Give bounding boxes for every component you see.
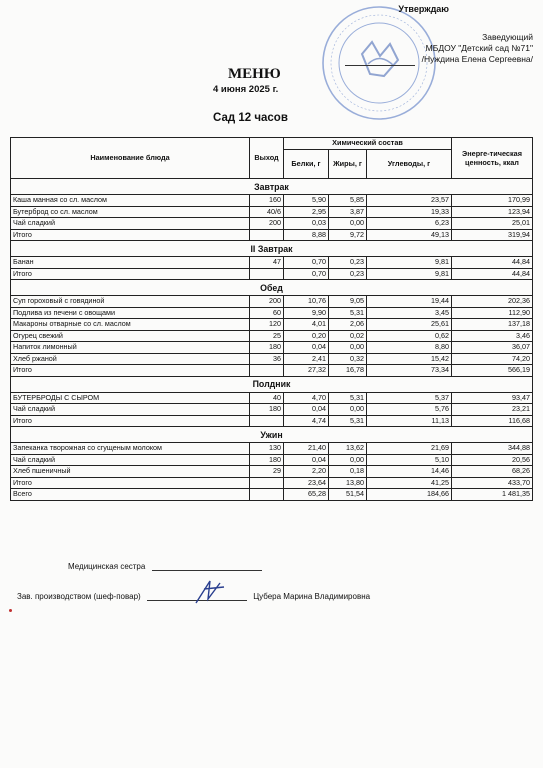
energy-cell: 44,84 [452,268,533,280]
nurse-signature-line [152,570,262,571]
table-row [11,206,533,218]
carbs-cell: 19,33 [367,206,452,218]
chef-name: Цубера Марина Владимировна [253,592,371,601]
yield-cell: 180 [250,404,284,416]
dish-cell: Итого [11,477,250,489]
fat-cell: 5,31 [329,392,367,404]
dish-cell: Каша манная со сл. маслом [11,195,250,207]
protein-cell: 9,90 [284,307,329,319]
dish-cell: Итого [11,415,250,427]
energy-cell: 202,36 [452,296,533,308]
table-row [11,454,533,466]
page-title: МЕНЮ [228,66,281,82]
protein-cell: 0,04 [284,342,329,354]
protein-cell: 0,04 [284,454,329,466]
protein-cell: 4,01 [284,319,329,331]
col-carbs-header: Углеводы, г [367,149,452,178]
yield-cell [250,477,284,489]
dish-cell: Итого [11,268,250,280]
yield-cell [250,365,284,377]
yield-cell: 180 [250,342,284,354]
fat-cell: 5,31 [329,415,367,427]
section-row [11,427,533,443]
section-title: II Завтрак [11,241,533,257]
table-row [11,404,533,416]
protein-cell: 21,40 [284,443,329,455]
carbs-cell: 9,81 [367,257,452,269]
protein-cell: 5,90 [284,195,329,207]
fat-cell: 0,00 [329,342,367,354]
yield-cell: 200 [250,218,284,230]
table-row [11,195,533,207]
energy-cell: 344,88 [452,443,533,455]
col-protein-header: Белки, г [284,149,329,178]
dish-cell: Всего [11,489,250,501]
energy-cell: 3,46 [452,330,533,342]
section-title: Обед [11,280,533,296]
energy-cell: 116,68 [452,415,533,427]
fat-cell: 0,00 [329,404,367,416]
approval-title: Утверждаю [398,4,449,14]
yield-cell: 47 [250,257,284,269]
carbs-cell: 0,62 [367,330,452,342]
section-row [11,179,533,195]
protein-cell: 0,04 [284,404,329,416]
section-title: Полдник [11,376,533,392]
yield-cell: 60 [250,307,284,319]
energy-cell: 68,26 [452,466,533,478]
protein-cell: 65,28 [284,489,329,501]
dish-cell: Напиток лимонный [11,342,250,354]
yield-cell: 25 [250,330,284,342]
fat-cell: 5,85 [329,195,367,207]
protein-cell: 4,74 [284,415,329,427]
approval-signature-line [345,65,415,66]
yield-cell: 36 [250,353,284,365]
col-dish-header: Наименование блюда [11,138,250,179]
section-title: Завтрак [11,179,533,195]
table-row [11,296,533,308]
carbs-cell: 21,69 [367,443,452,455]
energy-cell: 1 481,35 [452,489,533,501]
nurse-label: Медицинская сестра [68,562,146,571]
table-row [11,307,533,319]
protein-cell: 0,20 [284,330,329,342]
table-row [11,443,533,455]
energy-cell: 25,01 [452,218,533,230]
energy-cell: 112,90 [452,307,533,319]
col-fat-header: Жиры, г [329,149,367,178]
dish-cell: Хлеб ржаной [11,353,250,365]
protein-cell: 27,32 [284,365,329,377]
dish-cell: Хлеб пшеничный [11,466,250,478]
protein-cell: 0,03 [284,218,329,230]
fat-cell: 5,31 [329,307,367,319]
yield-cell: 29 [250,466,284,478]
protein-cell: 2,41 [284,353,329,365]
yield-cell: 130 [250,443,284,455]
yield-cell: 40 [250,392,284,404]
menu-date: 4 июня 2025 г. [213,84,279,95]
fat-cell: 13,80 [329,477,367,489]
section-title: Ужин [11,427,533,443]
dish-cell: БУТЕРБРОДЫ С СЫРОМ [11,392,250,404]
yield-cell [250,489,284,501]
carbs-cell: 25,61 [367,319,452,331]
nurse-signature [68,562,262,571]
chef-label: Зав. производством (шеф-повар) [17,592,141,601]
dish-cell: Чай сладкий [11,218,250,230]
table-row [11,365,533,377]
menu-table [10,137,533,501]
dish-cell: Огурец свежий [11,330,250,342]
table-row [11,257,533,269]
dish-cell: Суп гороховый с говядиной [11,296,250,308]
yield-cell: 200 [250,296,284,308]
carbs-cell: 73,34 [367,365,452,377]
dish-cell: Чай сладкий [11,404,250,416]
table-row [11,319,533,331]
protein-cell: 4,70 [284,392,329,404]
approval-org: МБДОУ "Детский сад №71" [425,43,533,53]
table-row [11,353,533,365]
table-row [11,218,533,230]
dish-cell: Подлива из печени с овощами [11,307,250,319]
protein-cell: 8,88 [284,229,329,241]
energy-cell: 44,84 [452,257,533,269]
energy-cell: 93,47 [452,392,533,404]
fat-cell: 0,32 [329,353,367,365]
energy-cell: 123,94 [452,206,533,218]
energy-cell: 319,94 [452,229,533,241]
section-row [11,280,533,296]
carbs-cell: 5,37 [367,392,452,404]
fat-cell: 0,00 [329,454,367,466]
dish-cell: Бутерброд со сл. маслом [11,206,250,218]
yield-cell [250,268,284,280]
energy-cell: 170,99 [452,195,533,207]
fat-cell: 0,18 [329,466,367,478]
carbs-cell: 19,44 [367,296,452,308]
carbs-cell: 41,25 [367,477,452,489]
dish-cell: Чай сладкий [11,454,250,466]
carbs-cell: 23,57 [367,195,452,207]
chef-handwritten-signature [190,577,230,607]
fat-cell: 3,87 [329,206,367,218]
dish-cell: Банан [11,257,250,269]
fat-cell: 0,00 [329,218,367,230]
carbs-cell: 184,66 [367,489,452,501]
carbs-cell: 49,13 [367,229,452,241]
table-row [11,466,533,478]
yield-cell: 120 [250,319,284,331]
yield-cell: 40/6 [250,206,284,218]
menu-table-body [11,179,533,501]
carbs-cell: 5,76 [367,404,452,416]
energy-cell: 20,56 [452,454,533,466]
fat-cell: 0,23 [329,257,367,269]
protein-cell: 23,64 [284,477,329,489]
energy-cell: 566,19 [452,365,533,377]
table-row [11,477,533,489]
carbs-cell: 5,10 [367,454,452,466]
yield-cell [250,229,284,241]
official-stamp [320,4,438,122]
carbs-cell: 15,42 [367,353,452,365]
fat-cell: 9,05 [329,296,367,308]
fat-cell: 2,06 [329,319,367,331]
fat-cell: 16,78 [329,365,367,377]
carbs-cell: 11,13 [367,415,452,427]
table-row [11,392,533,404]
section-row [11,241,533,257]
carbs-cell: 3,45 [367,307,452,319]
energy-cell: 137,18 [452,319,533,331]
dish-cell: Итого [11,365,250,377]
yield-cell: 160 [250,195,284,207]
dish-cell: Запеканка творожная со сгущеным молоком [11,443,250,455]
carbs-cell: 8,80 [367,342,452,354]
protein-cell: 0,70 [284,257,329,269]
protein-cell: 10,76 [284,296,329,308]
dish-cell: Итого [11,229,250,241]
table-row [11,415,533,427]
fat-cell: 0,23 [329,268,367,280]
table-row [11,330,533,342]
approval-name: /Нуждина Елена Сергеевна/ [421,54,533,64]
margin-mark [9,609,12,612]
table-row [11,489,533,501]
carbs-cell: 9,81 [367,268,452,280]
dish-cell: Макароны отварные со сл. маслом [11,319,250,331]
protein-cell: 2,20 [284,466,329,478]
col-chem-header: Химический состав [284,138,452,150]
fat-cell: 13,62 [329,443,367,455]
carbs-cell: 14,46 [367,466,452,478]
yield-cell: 180 [250,454,284,466]
table-row [11,342,533,354]
fat-cell: 9,72 [329,229,367,241]
section-row [11,376,533,392]
energy-cell: 74,20 [452,353,533,365]
garden-group: Сад 12 часов [213,112,288,124]
table-row [11,268,533,280]
fat-cell: 51,54 [329,489,367,501]
col-energy-header: Энерге-тическая ценность, ккал [452,138,533,179]
protein-cell: 2,95 [284,206,329,218]
energy-cell: 433,70 [452,477,533,489]
fat-cell: 0,02 [329,330,367,342]
carbs-cell: 6,23 [367,218,452,230]
energy-cell: 36,07 [452,342,533,354]
col-yield-header: Выход [250,138,284,179]
protein-cell: 0,70 [284,268,329,280]
table-row [11,229,533,241]
approval-position: Заведующий [482,32,533,42]
yield-cell [250,415,284,427]
energy-cell: 23,21 [452,404,533,416]
